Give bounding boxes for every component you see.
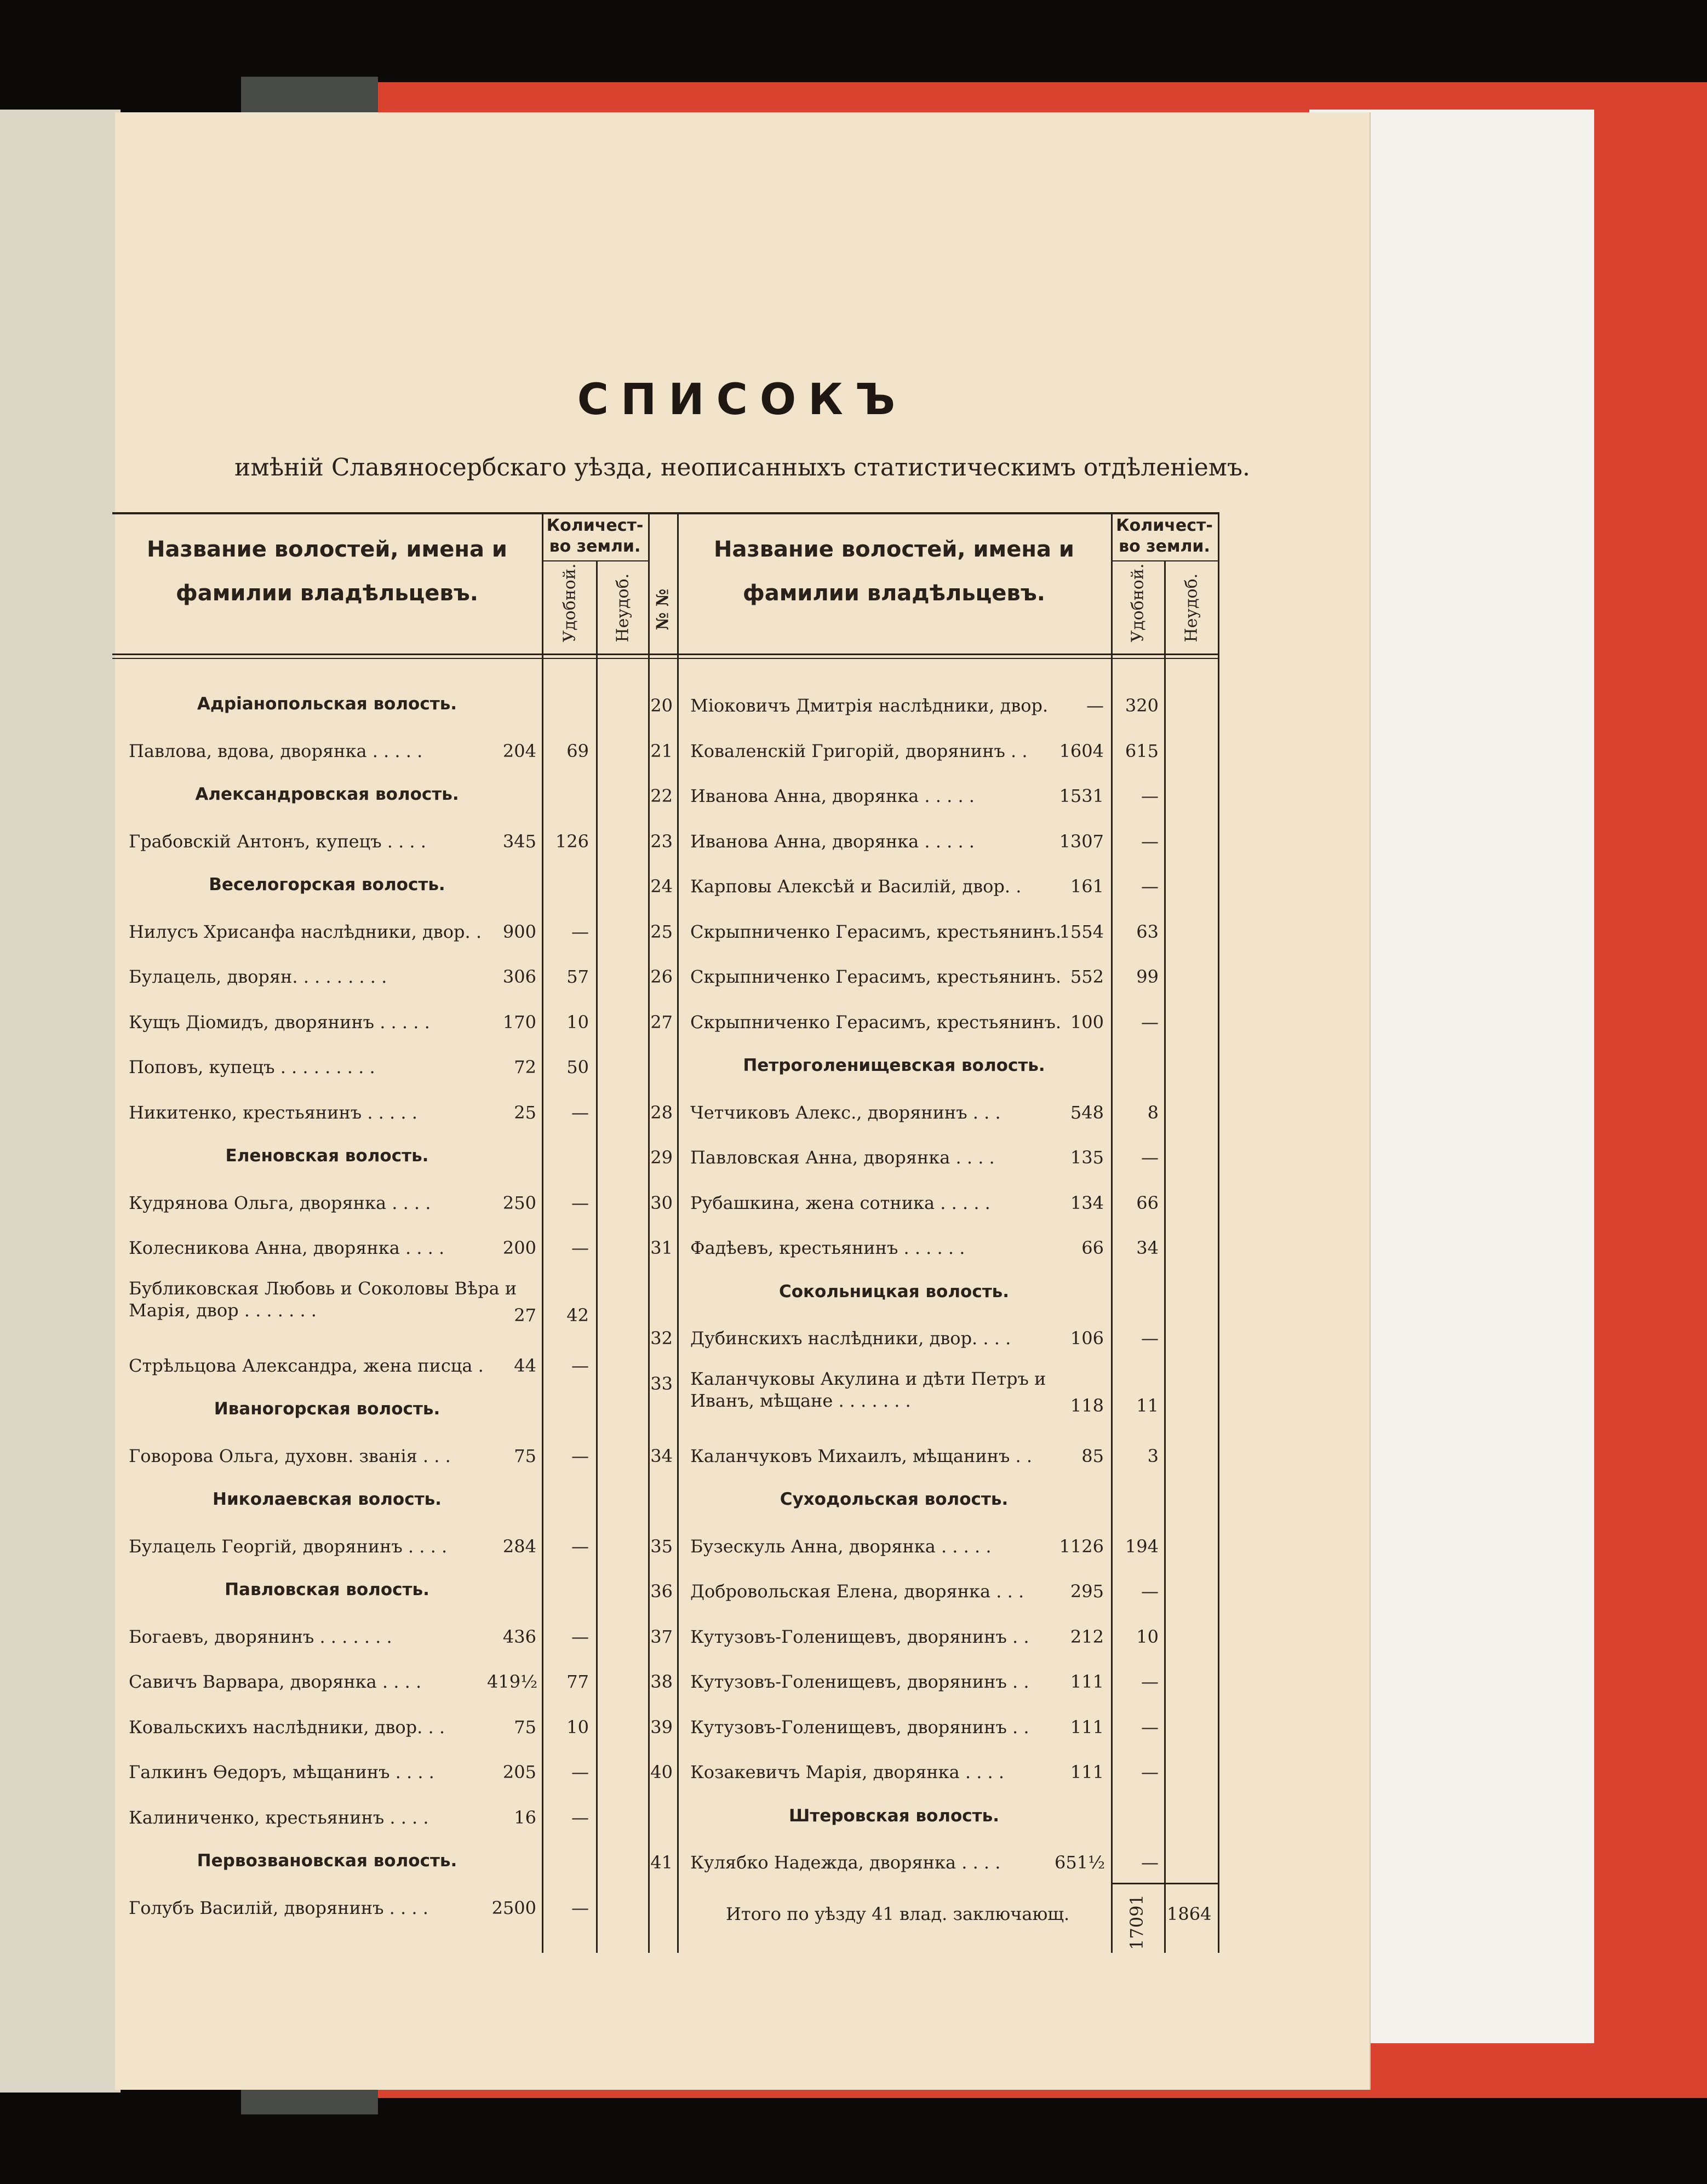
land-bad: — (1141, 1671, 1159, 1692)
land-good: 548 (1070, 1102, 1104, 1123)
owner-name: Павлова, вдова, дворянка . . . . . (129, 740, 423, 761)
land-bad: — (571, 1535, 589, 1557)
row-number: 40 (650, 1762, 673, 1782)
land-good: 75 (514, 1716, 536, 1738)
land-good: 552 (1070, 966, 1104, 987)
land-good: 85 (1081, 1445, 1104, 1466)
total-bad: 1864 (1167, 1904, 1212, 1924)
land-bad: 10 (566, 1011, 589, 1033)
land-good: 1604 (1059, 740, 1104, 761)
owner-name: Павловская Анна, дворянка . . . . (690, 1147, 995, 1168)
owner-name: Нилусъ Хрисанфа наслѣдники, двор. . (129, 921, 482, 942)
land-good: 44 (514, 1355, 536, 1376)
land-bad: — (571, 1192, 589, 1213)
land-good: 436 (502, 1626, 536, 1647)
land-bad: 194 (1125, 1535, 1159, 1557)
land-good: 419½ (487, 1671, 538, 1692)
land-good: 1307 (1059, 830, 1104, 852)
section-heading: Ивaногорская волость. (214, 1399, 440, 1419)
owner-name: Бубликовская Любовь и Соколовы Вѣра и Марія, двор . . . . . . . (129, 1277, 517, 1321)
row-number: 33 (650, 1373, 673, 1394)
header-qty-line2: во земли. (549, 536, 641, 556)
land-good: 1126 (1059, 1535, 1104, 1557)
row-number: 20 (650, 695, 673, 716)
owner-name: Бузескуль Анна, дворянка . . . . . (690, 1535, 992, 1557)
row-number: 38 (650, 1671, 673, 1692)
row-number: 36 (650, 1581, 673, 1602)
land-bad: 50 (566, 1057, 589, 1077)
land-bad: — (1141, 1716, 1159, 1738)
land-good: 250 (502, 1192, 536, 1213)
land-bad: — (1141, 1147, 1159, 1168)
land-good: 200 (502, 1237, 536, 1258)
land-bad: — (571, 1762, 589, 1782)
land-bad: 57 (566, 966, 589, 987)
owner-name: Рубашкина, жена сотника . . . . . (690, 1192, 990, 1213)
land-good: 27 (514, 1304, 536, 1326)
header-good-right: Удобной. (1128, 563, 1148, 643)
land-good: 651½ (1055, 1852, 1105, 1873)
land-bad: — (571, 921, 589, 942)
section-heading: Штеровская волость. (788, 1805, 1000, 1826)
owner-name: Дубинскихъ наслѣдники, двор. . . . (690, 1328, 1011, 1349)
owner-name: Фадѣевъ, крестьянинъ . . . . . . (690, 1237, 965, 1258)
rule-right-bad (1164, 561, 1166, 1953)
land-good: 306 (502, 966, 536, 987)
header-bad-right: Неудоб. (1182, 573, 1201, 643)
header-name-right-line2: фамилии владѣльцевъ. (743, 581, 1045, 606)
row-number: 21 (650, 740, 673, 761)
header-bottom-rule (112, 654, 1219, 655)
owner-name: Кудрянова Ольга, дворянка . . . . (129, 1192, 431, 1213)
row-number: 23 (650, 830, 673, 852)
section-heading: Адріанопольская волость. (197, 694, 457, 714)
land-good: 1554 (1059, 921, 1104, 942)
land-good: 161 (1070, 876, 1104, 897)
land-good: 75 (514, 1445, 536, 1466)
row-number: 31 (650, 1237, 673, 1258)
row-number: 30 (650, 1192, 673, 1213)
section-heading: Еленовская волость. (225, 1146, 429, 1166)
row-number: 41 (650, 1852, 673, 1873)
header-bad-left: Неудоб. (613, 573, 633, 643)
row-number: 22 (650, 786, 673, 806)
owner-name: Каланчуковы Акулина и дѣти Петръ и Иванъ, мѣщане . . . . . . . (690, 1368, 1046, 1411)
section-heading: Павловская волость. (225, 1580, 429, 1600)
land-good: 170 (502, 1011, 536, 1033)
land-bad: 8 (1147, 1102, 1159, 1123)
header-name-line2: фамилии владѣльцевъ. (176, 581, 478, 606)
total-label: Итого по уѣзду 41 влад. заключающ. (726, 1904, 1070, 1924)
land-bad: — (1141, 1011, 1159, 1033)
land-bad: — (1141, 876, 1159, 897)
section-heading: Веселогорская волость. (209, 875, 445, 895)
owner-name: Скрыпниченко Герасимъ, крестьянинъ. (690, 1011, 1061, 1033)
owner-name: Каланчуковъ Михаилъ, мѣщанинъ . . (690, 1445, 1032, 1466)
land-good: 66 (1081, 1237, 1104, 1258)
land-bad: — (1141, 1328, 1159, 1349)
document-title: СПИСОКЪ (577, 375, 908, 425)
document-subtitle: имѣній Славяносербскаго уѣзда, неописанныхъ статистическимъ отдѣленіемъ. (234, 454, 1250, 481)
land-bad: — (1141, 830, 1159, 852)
section-heading: Сокольницкая волость. (778, 1281, 1010, 1302)
land-good: 25 (514, 1102, 536, 1123)
section-heading: Первозвановская волость. (197, 1851, 457, 1871)
rule-no-right (677, 512, 679, 1953)
total-good: 17091 (1126, 1894, 1147, 1950)
row-number: 32 (650, 1328, 673, 1349)
land-bad: 34 (1136, 1237, 1159, 1258)
land-bad: — (571, 1102, 589, 1123)
owner-name: Кущъ Діомидъ, дворянинъ . . . . . (129, 1011, 430, 1033)
owner-name: Поповъ, купецъ . . . . . . . . . (129, 1057, 375, 1077)
owner-name: Калиниченко, крестьянинъ . . . . (129, 1807, 429, 1828)
header-qty-right (1111, 515, 1218, 557)
owner-name: Булацель Георгій, дворянинъ . . . . (129, 1535, 448, 1557)
owner-name: Скрыпниченко Герасимъ, крестьянинъ. (690, 921, 1061, 942)
land-good: 72 (514, 1057, 536, 1077)
land-bad: 615 (1125, 740, 1159, 761)
land-bad: — (571, 1897, 589, 1918)
land-good: 345 (502, 830, 536, 852)
owner-name: Иванова Анна, дворянка . . . . . (690, 786, 975, 806)
land-good: 900 (502, 921, 536, 942)
land-bad: — (1141, 786, 1159, 806)
land-bad: — (571, 1355, 589, 1376)
header-name-right-line1: Название волостей, имена и (714, 537, 1074, 562)
row-number: 35 (650, 1535, 673, 1557)
land-good: 118 (1070, 1395, 1104, 1416)
land-bad: 66 (1136, 1192, 1159, 1213)
land-good: 2500 (491, 1897, 536, 1918)
header-bottom-rule-2 (112, 658, 1219, 659)
land-bad: — (571, 1445, 589, 1466)
land-good: 16 (514, 1807, 536, 1828)
owner-name: Колесникова Анна, дворянка . . . . (129, 1237, 445, 1258)
land-good: 111 (1070, 1671, 1104, 1692)
land-bad: 126 (555, 830, 589, 852)
owner-name: Кутузовъ-Голенищевъ, дворянинъ . . (690, 1626, 1029, 1647)
row-number: 29 (650, 1147, 673, 1168)
owner-name: Иванова Анна, дворянка . . . . . (690, 830, 975, 852)
estates-table (112, 512, 1219, 1958)
owner-name: Булацель, дворян. . . . . . . . . (129, 966, 387, 987)
header-qty-right-line1: Количест- (1116, 516, 1213, 535)
left-facing-page-edge (0, 110, 121, 2093)
row-number: 28 (650, 1102, 673, 1123)
row-number: 26 (650, 966, 673, 987)
row-number: 27 (650, 1011, 673, 1033)
owner-name: Говорова Ольга, духовн. званія . . . (129, 1445, 451, 1466)
land-bad: — (1141, 1762, 1159, 1782)
land-good: 212 (1070, 1626, 1104, 1647)
section-heading: Николаевская волость. (213, 1489, 442, 1509)
rule-left-bad (596, 561, 598, 1953)
section-heading: Петроголенищевская волость. (743, 1056, 1045, 1075)
rule-right-end (1218, 512, 1219, 1953)
owner-name: Голубъ Василій, дворянинъ . . . . (129, 1897, 428, 1918)
owner-name: Міоковичъ Дмитрія наслѣдники, двор. (690, 695, 1049, 716)
header-qty-right-line2: во земли. (1119, 536, 1210, 556)
owner-name: Стрѣльцова Александра, жена писца . (129, 1355, 484, 1376)
land-bad: 63 (1136, 921, 1159, 942)
land-good: 204 (502, 740, 536, 761)
row-number: 25 (650, 921, 673, 942)
qty-rule-left (542, 560, 648, 561)
section-heading: Суходольская волость. (780, 1489, 1009, 1509)
land-bad: 99 (1136, 966, 1159, 987)
land-bad: 3 (1147, 1445, 1159, 1466)
header-qty-left (542, 515, 648, 557)
qty-rule-right (1111, 560, 1218, 561)
header-qty-line1: Количест- (546, 516, 644, 535)
owner-name: Кутузовъ-Голенищевъ, дворянинъ . . (690, 1671, 1029, 1692)
land-bad: 320 (1125, 695, 1159, 716)
owner-name: Кутузовъ-Голенищевъ, дворянинъ . . (690, 1716, 1029, 1738)
land-good: 100 (1070, 1011, 1104, 1033)
land-bad: — (1141, 1581, 1159, 1602)
owner-name: Карповы Алексѣй и Василій, двор. . (690, 876, 1022, 897)
owner-name: Скрыпниченко Герасимъ, крестьянинъ. (690, 966, 1061, 987)
land-good: — (1086, 695, 1104, 716)
owner-name: Козакевичъ Марія, дворянка . . . . (690, 1762, 1005, 1782)
owner-name: Добровольская Елена, дворянка . . . (690, 1581, 1024, 1602)
owner-name: Богаевъ, дворянинъ . . . . . . . (129, 1626, 392, 1647)
owner-name: Коваленскій Григорій, дворянинъ . . (690, 740, 1028, 761)
land-good: 111 (1070, 1716, 1104, 1738)
owner-name: Никитенко, крестьянинъ . . . . . (129, 1102, 417, 1123)
section-heading: Александровская волость. (195, 784, 459, 804)
owner-name: Савичъ Варвара, дворянка . . . . (129, 1671, 422, 1692)
owner-name: Четчиковъ Алекс., дворянинъ . . . (690, 1102, 1001, 1123)
header-name-line1: Название волостей, имена и (147, 537, 507, 562)
row-number: 37 (650, 1626, 673, 1647)
land-good: 284 (502, 1535, 536, 1557)
land-bad: 77 (566, 1671, 589, 1692)
header-good-left: Удобной. (560, 563, 580, 643)
header-number-col: № № (653, 588, 673, 630)
land-good: 295 (1070, 1581, 1104, 1602)
row-number: 34 (650, 1445, 673, 1466)
land-bad: — (571, 1626, 589, 1647)
land-bad: 11 (1136, 1395, 1159, 1416)
table-top-rule (112, 512, 1219, 514)
land-bad: — (1141, 1852, 1159, 1873)
land-good: 111 (1070, 1762, 1104, 1782)
row-number: 24 (650, 876, 673, 897)
land-bad: — (571, 1237, 589, 1258)
owner-name: Кулябко Надежда, дворянка . . . . (690, 1852, 1001, 1873)
land-bad: 10 (1136, 1626, 1159, 1647)
land-good: 1531 (1059, 786, 1104, 806)
land-good: 106 (1070, 1328, 1104, 1349)
land-good: 205 (502, 1762, 536, 1782)
land-bad: 42 (566, 1304, 589, 1326)
land-good: 135 (1070, 1147, 1104, 1168)
owner-name: Грабовскій Антонъ, купецъ . . . . (129, 830, 426, 852)
land-bad: — (571, 1807, 589, 1828)
land-good: 134 (1070, 1192, 1104, 1213)
owner-name: Ковальскихъ наслѣдники, двор. . . (129, 1716, 445, 1738)
land-bad: 69 (566, 740, 589, 761)
owner-name: Галкинъ Өедоръ, мѣщанинъ . . . . (129, 1762, 434, 1782)
row-number: 39 (650, 1716, 673, 1738)
land-bad: 10 (566, 1716, 589, 1738)
